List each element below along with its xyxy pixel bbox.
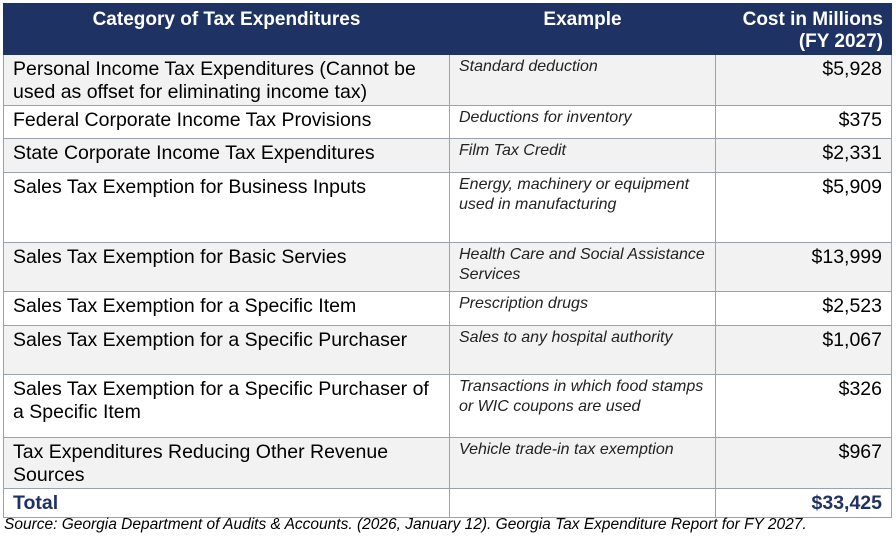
example-cell: Energy, machinery or equipment used in manufacturing (450, 173, 716, 243)
table-row (4, 173, 892, 243)
example-cell: Sales to any hospital authority (450, 326, 716, 375)
table-row (4, 292, 892, 326)
cost-cell: $1,067 (716, 326, 892, 375)
example-cell: Film Tax Credit (450, 139, 716, 173)
total-cost: $33,425 (716, 489, 892, 518)
header-cost: Cost in Millions (FY 2027) (716, 4, 892, 55)
header-row (4, 4, 892, 55)
header-category: Category of Tax Expenditures (4, 4, 450, 55)
table-row (4, 55, 892, 106)
category-cell: Sales Tax Exemption for Basic Servies (4, 243, 450, 292)
cost-cell: $5,928 (716, 55, 892, 106)
table-row (4, 375, 892, 438)
example-cell: Prescription drugs (450, 292, 716, 326)
table-row (4, 243, 892, 292)
category-cell: Sales Tax Exemption for a Specific Purchaser (4, 326, 450, 375)
table-row (4, 326, 892, 375)
category-cell: Personal Income Tax Expenditures (Cannot be used as offset for eliminating income tax) (4, 55, 450, 106)
tax-expenditures-table (3, 3, 892, 518)
cost-cell: $13,999 (716, 243, 892, 292)
table-row (4, 139, 892, 173)
total-label: Total (4, 489, 450, 518)
cost-cell: $967 (716, 438, 892, 489)
source-citation: Source: Georgia Department of Audits & Accounts. (2026, January 12). Georgia Tax Expenditure Report for FY 2027. (4, 516, 807, 533)
cost-cell: $2,331 (716, 139, 892, 173)
category-cell: Tax Expenditures Reducing Other Revenue Sources (4, 438, 450, 489)
header-example: Example (450, 4, 716, 55)
example-cell: Transactions in which food stamps or WIC coupons are used (450, 375, 716, 438)
category-cell: State Corporate Income Tax Expenditures (4, 139, 450, 173)
table-row (4, 438, 892, 489)
total-row (4, 489, 892, 518)
cost-cell: $326 (716, 375, 892, 438)
example-cell: Health Care and Social Assistance Services (450, 243, 716, 292)
example-cell: Vehicle trade-in tax exemption (450, 438, 716, 489)
table-row (4, 106, 892, 139)
category-cell: Federal Corporate Income Tax Provisions (4, 106, 450, 139)
total-example-cell (450, 489, 716, 518)
category-cell: Sales Tax Exemption for a Specific Purchaser of a Specific Item (4, 375, 450, 438)
category-cell: Sales Tax Exemption for Business Inputs (4, 173, 450, 243)
cost-cell: $2,523 (716, 292, 892, 326)
category-cell: Sales Tax Exemption for a Specific Item (4, 292, 450, 326)
example-cell: Standard deduction (450, 55, 716, 106)
example-cell: Deductions for inventory (450, 106, 716, 139)
cost-cell: $375 (716, 106, 892, 139)
cost-cell: $5,909 (716, 173, 892, 243)
